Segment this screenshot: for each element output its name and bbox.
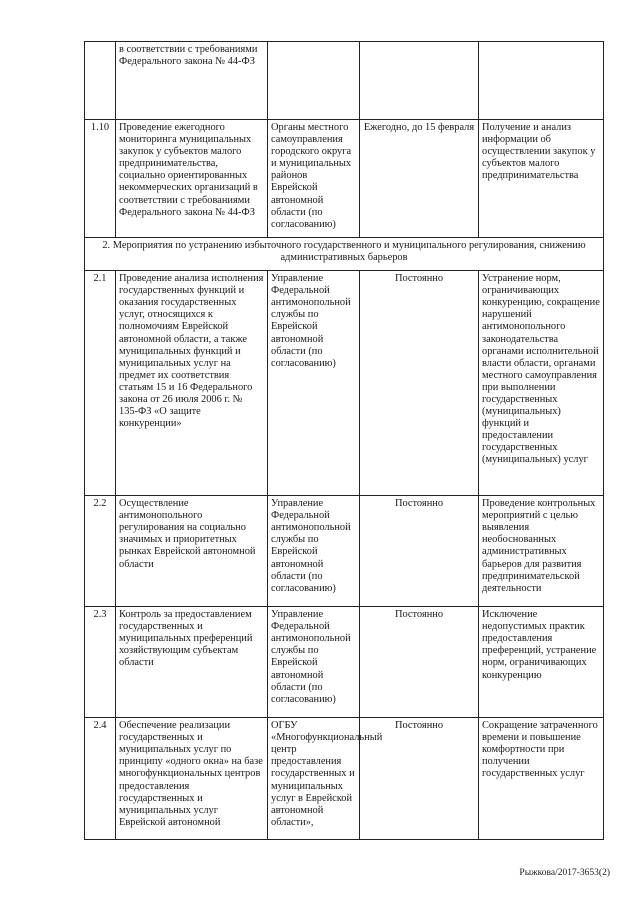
section-heading: 2. Мероприятия по устранению избыточного государственного и муниципального регулирования, снижению административных барьеров xyxy=(85,237,604,270)
executor-cell xyxy=(268,42,360,120)
event-cell: Контроль за предоставлением государственных и муниципальных преференций хозяйствующим субъектам области xyxy=(116,607,268,718)
event-cell: Обеспечение реализации государственных и муниципальных услуг по принципу «одного окна» на базе многофункциональных центров предоставления государственных и муниципальных услуг Еврейской автономной xyxy=(116,718,268,840)
event-cell: в соответствии с требованиями Федерального закона № 44-ФЗ xyxy=(116,42,268,120)
table-row xyxy=(85,42,604,120)
measures-table xyxy=(84,41,604,840)
executor-cell: Органы местного самоуправления городского округа и муниципальных районов Еврейской автономной области (по согласованию) xyxy=(268,120,360,238)
result-cell xyxy=(479,42,604,120)
section-heading-row xyxy=(85,237,604,270)
row-number: 2.3 xyxy=(85,607,116,718)
result-cell: Получение и анализ информации об осуществлении закупок у субъектов малого предпринимательства xyxy=(479,120,604,238)
table-row xyxy=(85,607,604,718)
row-number xyxy=(85,42,116,120)
executor-cell: Управление Федеральной антимонопольной службы по Еврейской автономной области (по согласованию) xyxy=(268,496,360,607)
period-cell xyxy=(360,42,479,120)
row-number: 2.4 xyxy=(85,718,116,840)
period-cell: Постоянно xyxy=(360,496,479,607)
result-cell: Исключение недопустимых практик предоставления преференций, устранение норм, ограничивающих конкуренцию xyxy=(479,607,604,718)
executor-cell: ОГБУ «Многофункциональный центр предоставления государственных и муниципальных услуг в Еврейской автономной области», xyxy=(268,718,360,840)
period-cell: Постоянно xyxy=(360,607,479,718)
event-cell: Осуществление антимонопольного регулирования на социально значимых и приоритетных рынках Еврейской автономной области xyxy=(116,496,268,607)
row-number: 2.1 xyxy=(85,271,116,496)
document-reference: Рыжкова/2017-3653(2) xyxy=(519,868,610,878)
event-cell: Проведение анализа исполнения государственных функций и оказания государственных услуг, относящихся к полномочиям Еврейской автономной области, а также муниципальных функций и муниципальных услуг на предмет их соответствия статьям 15 и 16 Федерального закона от 26 июля 2006 г. № 135-ФЗ «О защите конкуренции» xyxy=(116,271,268,496)
event-cell: Проведение ежегодного мониторинга муниципальных закупок у субъектов малого предпринимательства, социально ориентированных некоммерческих организаций в соответствии с требованиями Федерального закона № 44-ФЗ xyxy=(116,120,268,238)
executor-cell: Управление Федеральной антимонопольной службы по Еврейской автономной области (по согласованию) xyxy=(268,607,360,718)
result-cell: Проведение контрольных мероприятий с целью выявления необоснованных административных барьеров для развития предпринимательской деятельности xyxy=(479,496,604,607)
row-number: 2.2 xyxy=(85,496,116,607)
period-cell: Постоянно xyxy=(360,718,479,840)
executor-cell: Управление Федеральной антимонопольной службы по Еврейской автономной области (по согласованию) xyxy=(268,271,360,496)
table-row xyxy=(85,271,604,496)
result-cell: Сокращение затраченного времени и повышение комфортности при получении государственных услуг xyxy=(479,718,604,840)
period-cell: Постоянно xyxy=(360,271,479,496)
row-number: 1.10 xyxy=(85,120,116,238)
table-row xyxy=(85,496,604,607)
table-row xyxy=(85,718,604,840)
period-cell: Ежегодно, до 15 февраля xyxy=(360,120,479,238)
result-cell: Устранение норм, ограничивающих конкуренцию, сокращение нарушений антимонопольного законодательства органами исполнительной власти области, органами местного самоуправления при выполнении государственных (муниципальных) функций и предоставлении государственных (муниципальных) услуг xyxy=(479,271,604,496)
table-row xyxy=(85,120,604,238)
